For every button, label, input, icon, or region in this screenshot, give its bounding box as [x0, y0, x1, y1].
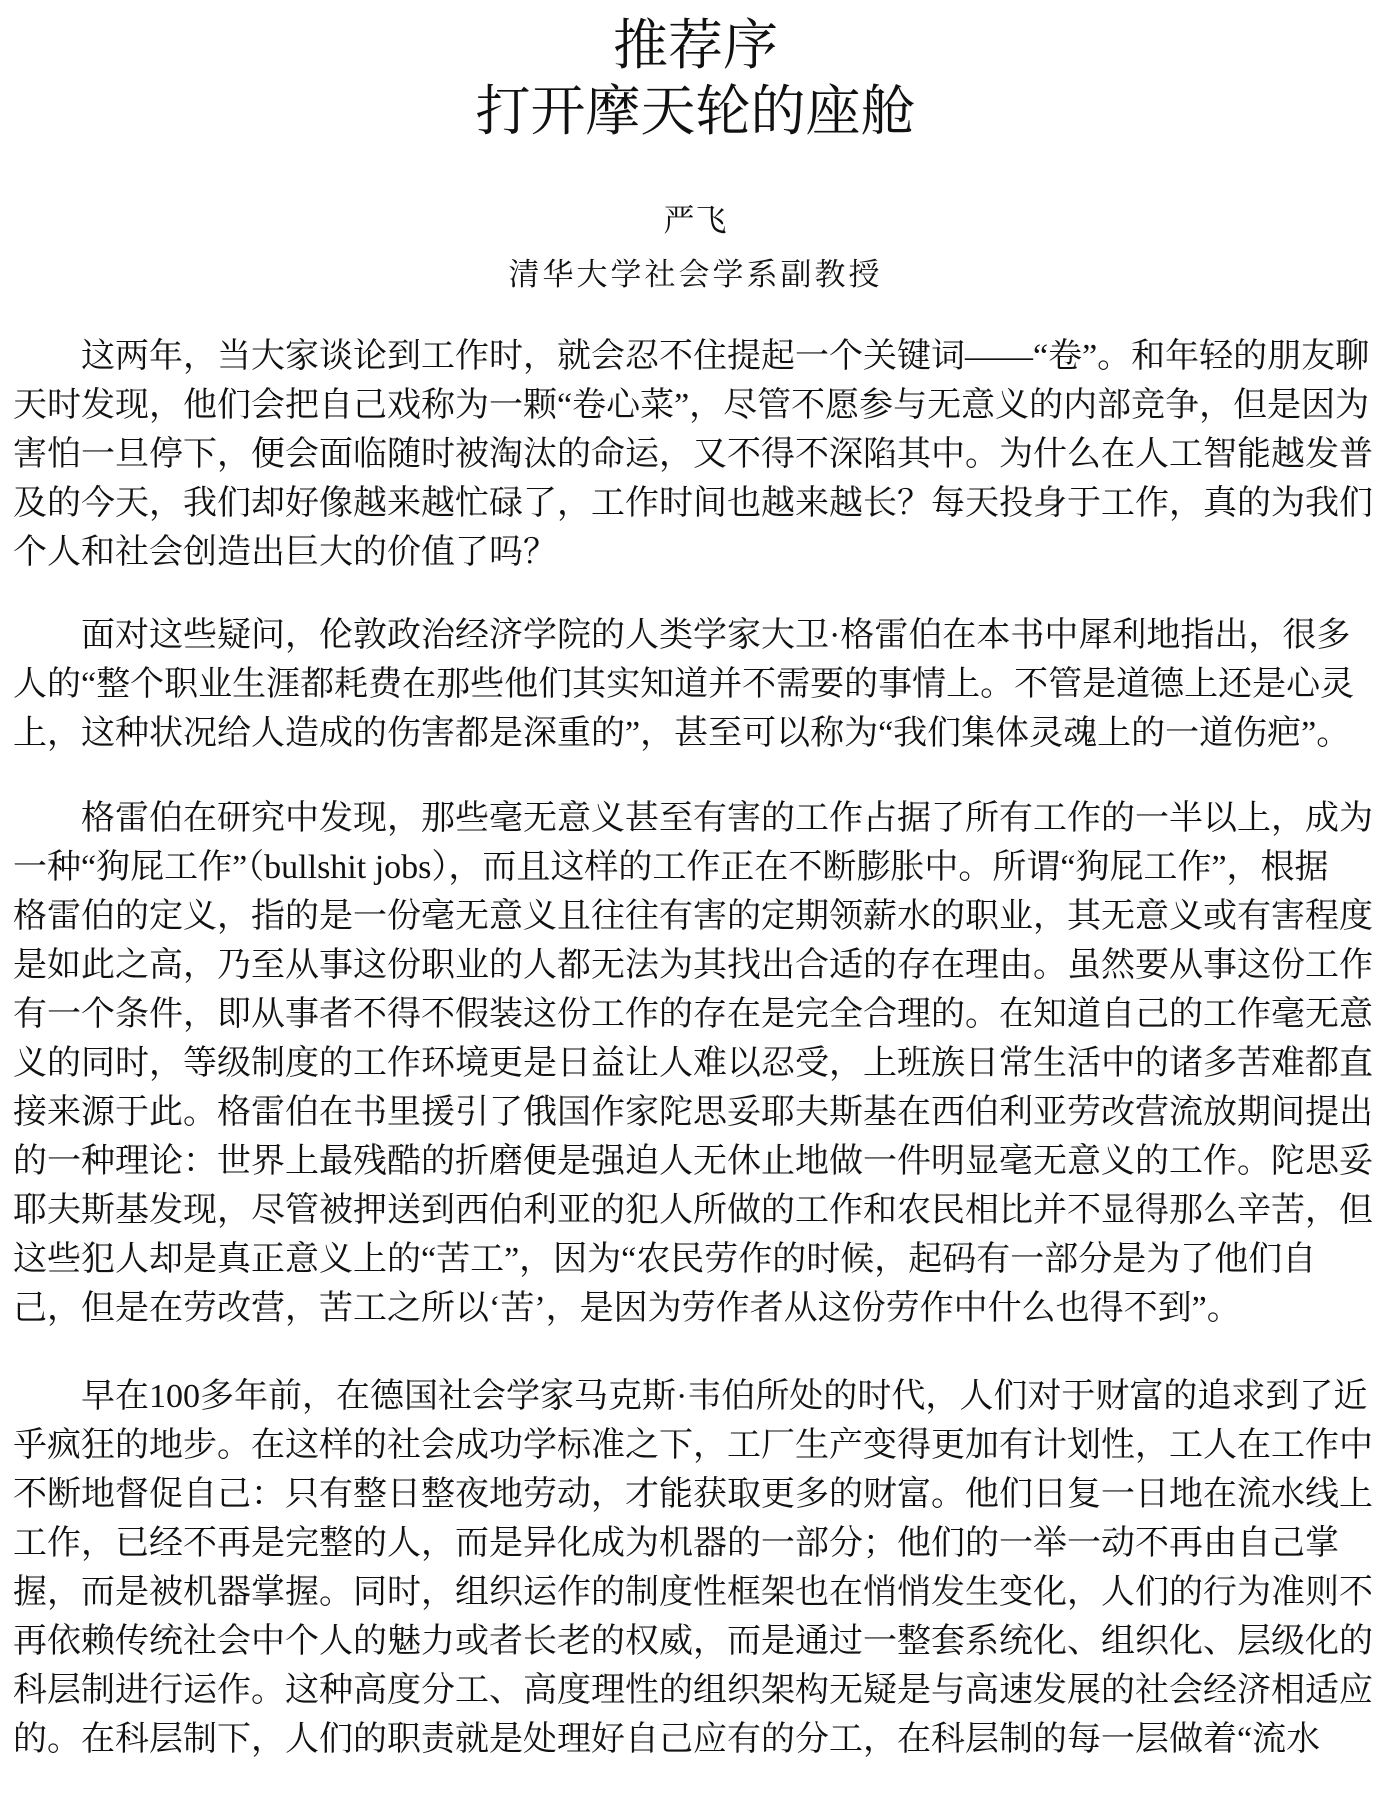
paragraph-line: 的。在科层制下，人们的职责就是处理好自己应有的分工，在科层制的每一层做着“流水: [13, 1721, 1321, 1758]
paragraph-line: 及的今天，我们却好像越来越忙碌了，工作时间也越来越长？每天投身于工作，真的为我们: [13, 485, 1373, 522]
paragraph-line: 科层制进行运作。这种高度分工、高度理性的组织架构无疑是与高速发展的社会经济相适应: [13, 1672, 1373, 1709]
paragraph-line: 己，但是在劳改营，苦工之所以‘苦’，是因为劳作者从这份劳作中什么也得不到”。: [13, 1290, 1241, 1327]
author-name: 严飞: [663, 203, 728, 238]
paragraph-line: 这两年，当大家谈论到工作时，就会忍不住提起一个关键词——“卷”。和年轻的朋友聊: [81, 338, 1370, 375]
paragraph-line: 上，这种状况给人造成的伤害都是深重的”，甚至可以称为“我们集体灵魂上的一道伤疤”。: [13, 715, 1351, 752]
body-paragraph: [13, 794, 1379, 1333]
paragraph-line: 个人和社会创造出巨大的价值了吗？: [13, 534, 557, 571]
paragraph-line: 面对这些疑问，伦敦政治经济学院的人类学家大卫·格雷伯在本书中犀利地指出，很多: [81, 617, 1351, 654]
paragraph-line: 再依赖传统社会中个人的魅力或者长老的权威，而是通过一整套系统化、组织化、层级化的: [13, 1623, 1373, 1660]
page-title: 打开摩天轮的座舱: [475, 81, 916, 142]
paragraph-line: 工作，已经不再是完整的人，而是异化成为机器的一部分；他们的一举一动不再由自己掌: [13, 1525, 1339, 1562]
body-paragraph: [13, 332, 1379, 577]
paragraph-line: 这些犯人却是真正意义上的“苦工”，因为“农民劳作的时候，起码有一部分是为了他们自: [13, 1241, 1317, 1278]
paragraph-line: 人的“整个职业生涯都耗费在那些他们其实知道并不需要的事情上。不管是道德上还是心灵: [13, 666, 1355, 703]
paragraph-line: 握，而是被机器掌握。同时，组织运作的制度性框架也在悄悄发生变化，人们的行为准则不: [13, 1574, 1373, 1611]
paragraph-line: 早在100多年前，在德国社会学家马克斯·韦伯所处的时代，人们对于财富的追求到了近: [81, 1378, 1368, 1415]
paragraph-line: 天时发现，他们会把自己戏称为一颗“卷心菜”，尽管不愿参与无意义的内部竞争，但是因为: [13, 387, 1370, 424]
paragraph-line: 接来源于此。格雷伯在书里援引了俄国作家陀思妥耶夫斯基在西伯利亚劳改营流放期间提出: [13, 1094, 1373, 1131]
byline: [0, 194, 1391, 302]
paragraph-line: 一种“狗屁工作”（bullshit jobs），而且这样的工作正在不断膨胀中。所谓“狗屁工作”，根据: [13, 849, 1329, 886]
paragraph-line: 耶夫斯基发现，尽管被押送到西伯利亚的犯人所做的工作和农民相比并不显得那么辛苦，但: [13, 1192, 1373, 1229]
paragraph-line: 不断地督促自己：只有整日整夜地劳动，才能获取更多的财富。他们日复一日地在流水线上: [13, 1476, 1373, 1513]
paragraph-line: 乎疯狂的地步。在这样的社会成功学标准之下，工厂生产变得更加有计划性，工人在工作中: [13, 1427, 1373, 1464]
body-paragraph: [13, 611, 1379, 758]
paragraph-line: 有一个条件，即从事者不得不假装这份工作的存在是完全合理的。在知道自己的工作毫无意: [13, 996, 1373, 1033]
section-label: 推荐序: [612, 15, 778, 76]
article-body: [13, 332, 1379, 1764]
paragraph-line: 格雷伯的定义，指的是一份毫无意义且往往有害的定期领薪水的职业，其无意义或有害程度: [13, 898, 1373, 935]
author-affiliation: 清华大学社会学系副教授: [508, 257, 883, 292]
preface-heading: [0, 13, 1391, 145]
paragraph-line: 害怕一旦停下，便会面临随时被淘汰的命运，又不得不深陷其中。为什么在人工智能越发普: [13, 436, 1373, 473]
paragraph-line: 格雷伯在研究中发现，那些毫无意义甚至有害的工作占据了所有工作的一半以上，成为: [81, 800, 1373, 837]
paragraph-line: 义的同时，等级制度的工作环境更是日益让人难以忍受，上班族日常生活中的诸多苦难都直: [13, 1045, 1373, 1082]
paragraph-line: 是如此之高，乃至从事这份职业的人都无法为其找出合适的存在理由。虽然要从事这份工作: [13, 947, 1373, 984]
body-paragraph: [13, 1372, 1379, 1764]
paragraph-line: 的一种理论：世界上最残酷的折磨便是强迫人无休止地做一件明显毫无意义的工作。陀思妥: [13, 1143, 1373, 1180]
